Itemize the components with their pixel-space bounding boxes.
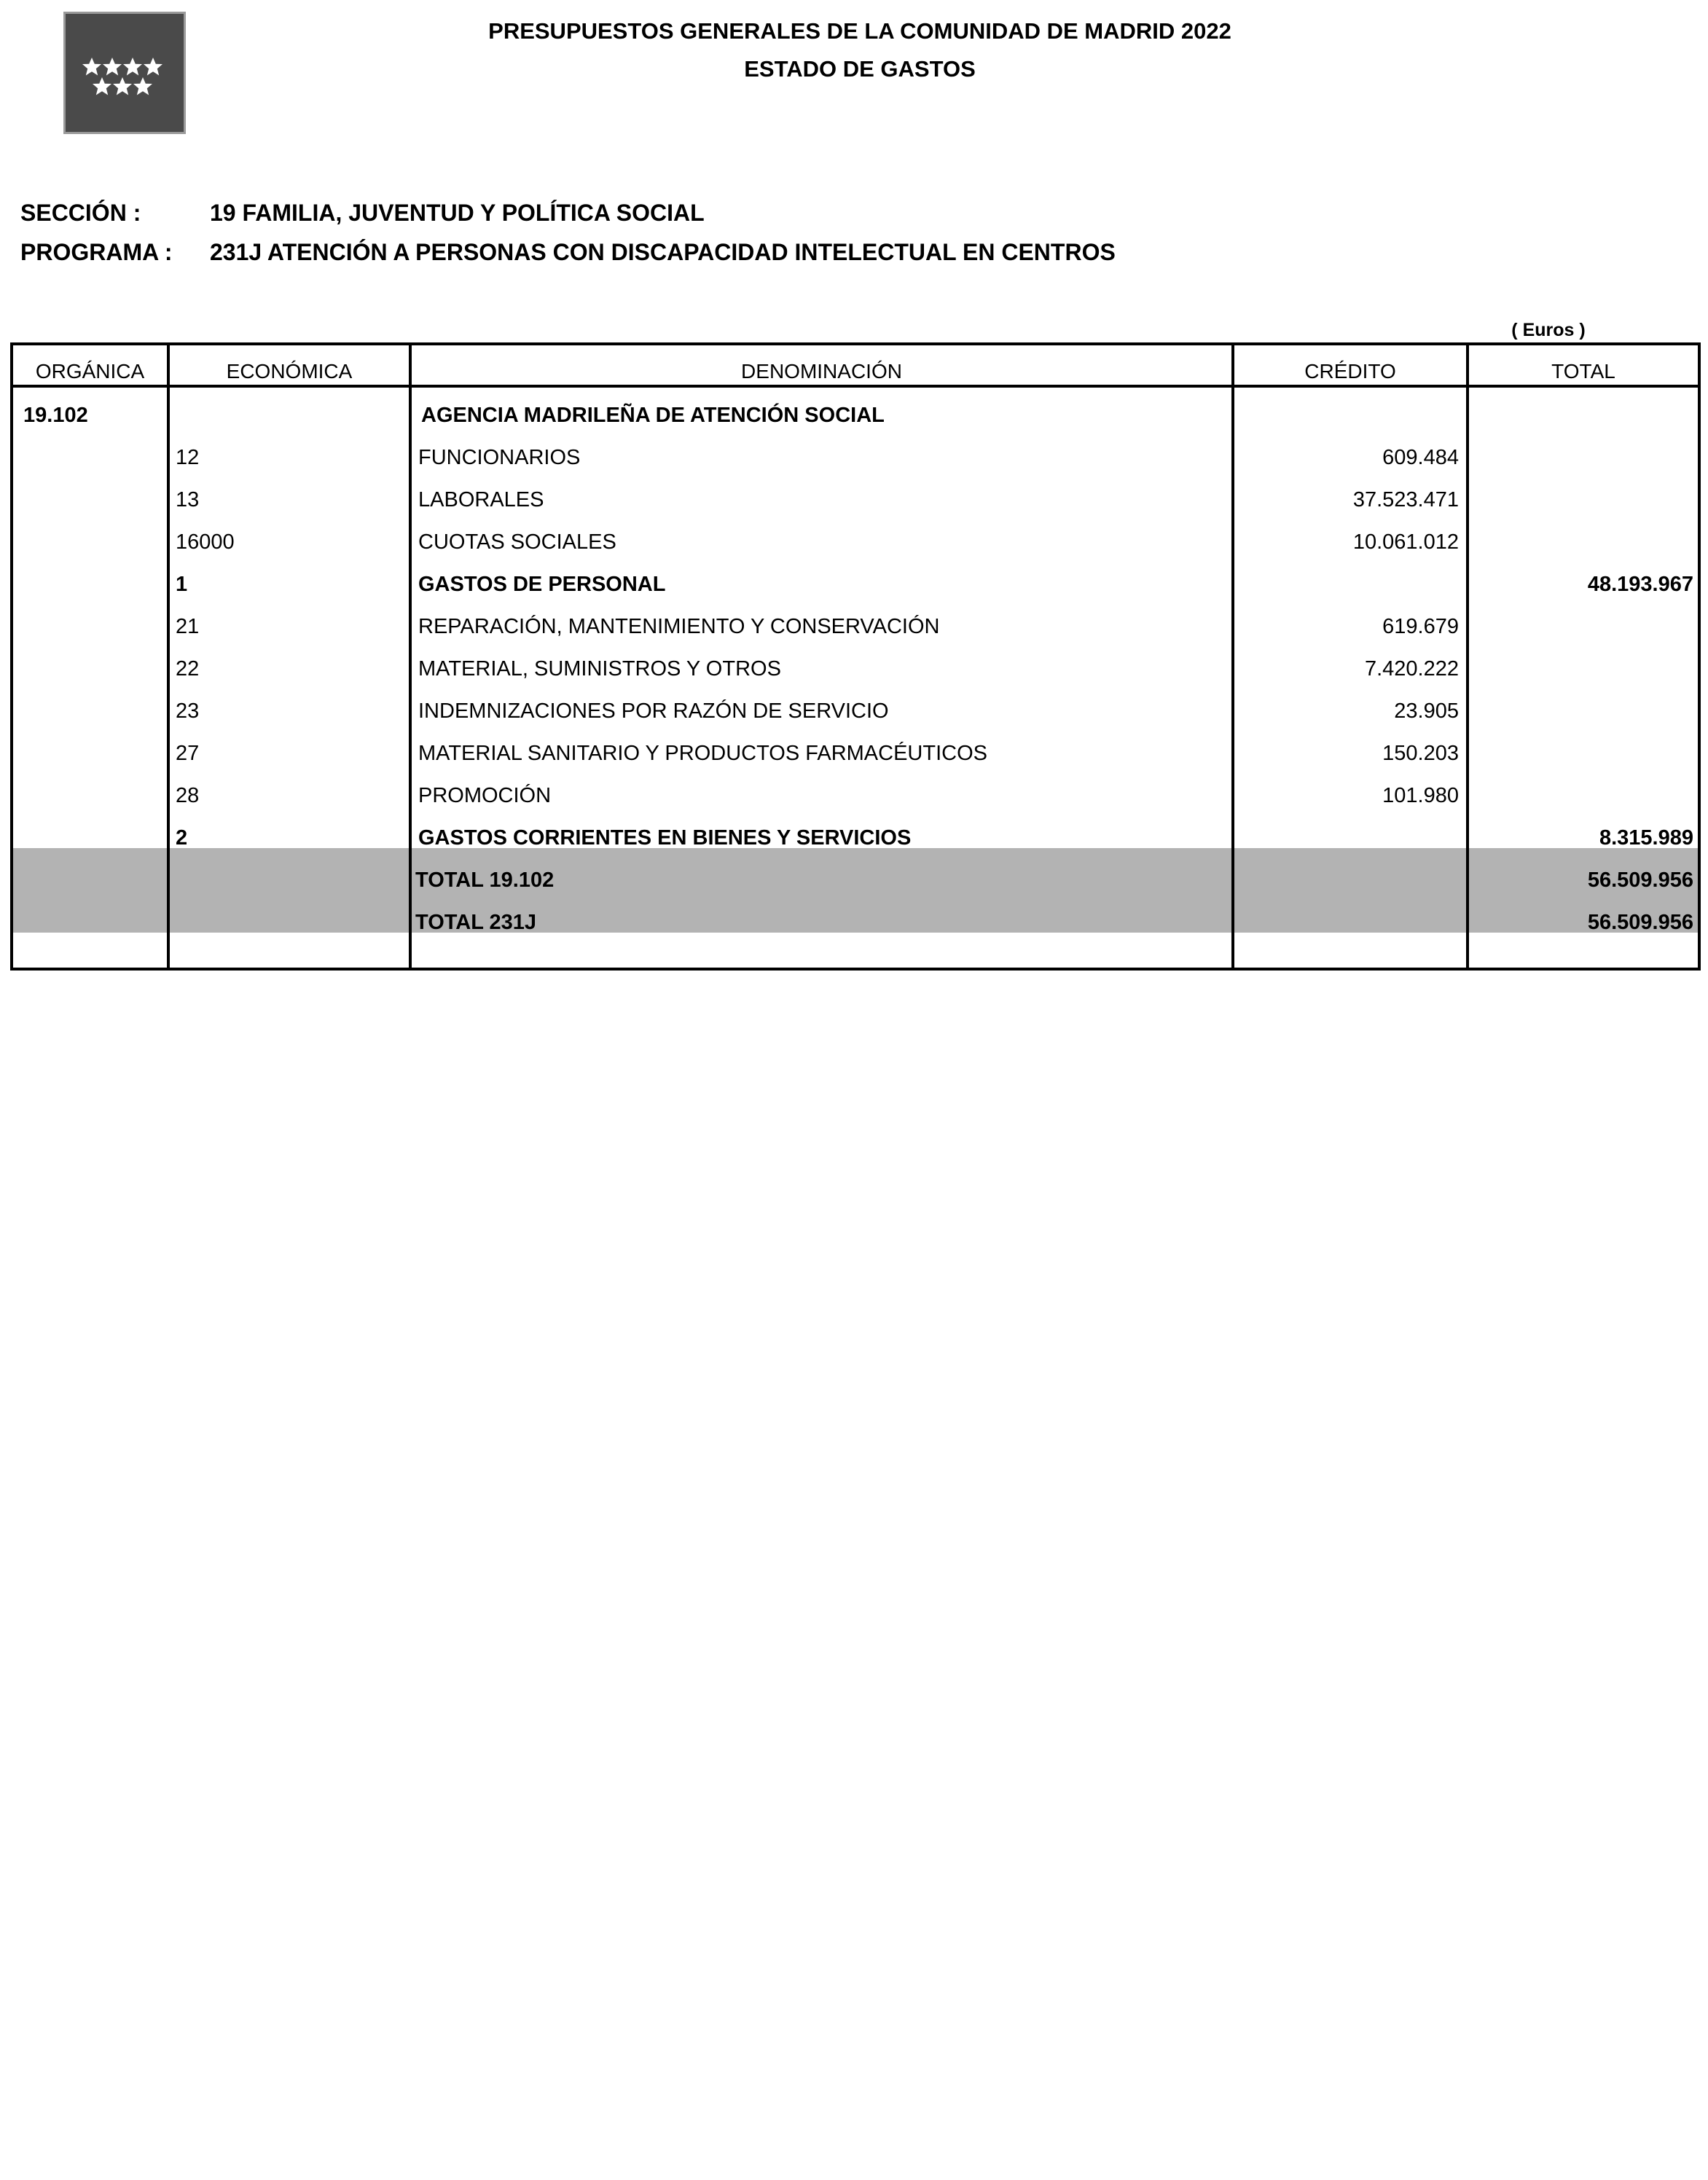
cell-credito: 7.420.222 bbox=[1364, 657, 1459, 681]
cell-credito: 23.905 bbox=[1394, 699, 1459, 723]
cell-economica: 16000 bbox=[176, 530, 235, 554]
cell-denominacion: PROMOCIÓN bbox=[418, 784, 552, 807]
cell-total: 56.509.956 bbox=[1587, 869, 1693, 892]
cell-denominacion: GASTOS DE PERSONAL bbox=[418, 573, 666, 596]
cell-credito: 609.484 bbox=[1382, 446, 1459, 469]
column-header-economica: ECONÓMICA bbox=[226, 360, 353, 383]
cell-denominacion: GASTOS CORRIENTES EN BIENES Y SERVICIOS bbox=[418, 826, 912, 850]
column-divider bbox=[167, 342, 170, 971]
cell-denominacion: REPARACIÓN, MANTENIMIENTO Y CONSERVACIÓN bbox=[418, 615, 940, 638]
cell-economica: 12 bbox=[176, 446, 200, 469]
cell-denominacion: TOTAL 231J bbox=[415, 911, 537, 934]
header-divider bbox=[10, 385, 1701, 388]
cell-denominacion: TOTAL 19.102 bbox=[415, 869, 555, 892]
cell-organica: 19.102 bbox=[23, 404, 88, 427]
document-subtitle: ESTADO DE GASTOS bbox=[744, 56, 976, 82]
cell-credito: 150.203 bbox=[1382, 742, 1459, 765]
document-title: PRESUPUESTOS GENERALES DE LA COMUNIDAD DE MADRID 2022 bbox=[488, 18, 1231, 44]
programa-value: 231J ATENCIÓN A PERSONAS CON DISCAPACIDAD INTELECTUAL EN CENTROS bbox=[210, 239, 1116, 265]
units-label: ( Euros ) bbox=[1511, 320, 1586, 340]
cell-total: 56.509.956 bbox=[1587, 911, 1693, 934]
cell-economica: 2 bbox=[176, 826, 188, 850]
column-header-credito: CRÉDITO bbox=[1304, 360, 1396, 383]
cell-denominacion: CUOTAS SOCIALES bbox=[418, 530, 616, 554]
column-header-denominacion: DENOMINACIÓN bbox=[741, 360, 902, 383]
cell-denominacion: MATERIAL SANITARIO Y PRODUCTOS FARMACÉUTICOS bbox=[418, 742, 987, 765]
cell-economica: 1 bbox=[176, 573, 188, 596]
cell-credito: 101.980 bbox=[1382, 784, 1459, 807]
cell-economica: 21 bbox=[176, 615, 200, 638]
cell-credito: 37.523.471 bbox=[1352, 488, 1459, 511]
column-divider bbox=[409, 342, 412, 971]
seccion-label: SECCIÓN : bbox=[20, 200, 141, 226]
seccion-value: 19 FAMILIA, JUVENTUD Y POLÍTICA SOCIAL bbox=[210, 200, 705, 226]
cell-denominacion: LABORALES bbox=[418, 488, 544, 511]
cell-denominacion: FUNCIONARIOS bbox=[418, 446, 581, 469]
cell-economica: 27 bbox=[176, 742, 200, 765]
column-header-organica: ORGÁNICA bbox=[35, 360, 145, 383]
cell-denominacion: AGENCIA MADRILEÑA DE ATENCIÓN SOCIAL bbox=[421, 404, 885, 427]
cell-economica: 28 bbox=[176, 784, 200, 807]
cell-denominacion: MATERIAL, SUMINISTROS Y OTROS bbox=[418, 657, 781, 681]
cell-total: 8.315.989 bbox=[1599, 826, 1693, 850]
cell-economica: 23 bbox=[176, 699, 200, 723]
cell-total: 48.193.967 bbox=[1587, 573, 1693, 596]
cell-denominacion: INDEMNIZACIONES POR RAZÓN DE SERVICIO bbox=[418, 699, 889, 723]
column-header-total: TOTAL bbox=[1551, 360, 1615, 383]
cell-economica: 22 bbox=[176, 657, 200, 681]
cell-credito: 10.061.012 bbox=[1352, 530, 1459, 554]
cell-credito: 619.679 bbox=[1382, 615, 1459, 638]
programa-label: PROGRAMA : bbox=[20, 239, 173, 265]
cell-economica: 13 bbox=[176, 488, 200, 511]
